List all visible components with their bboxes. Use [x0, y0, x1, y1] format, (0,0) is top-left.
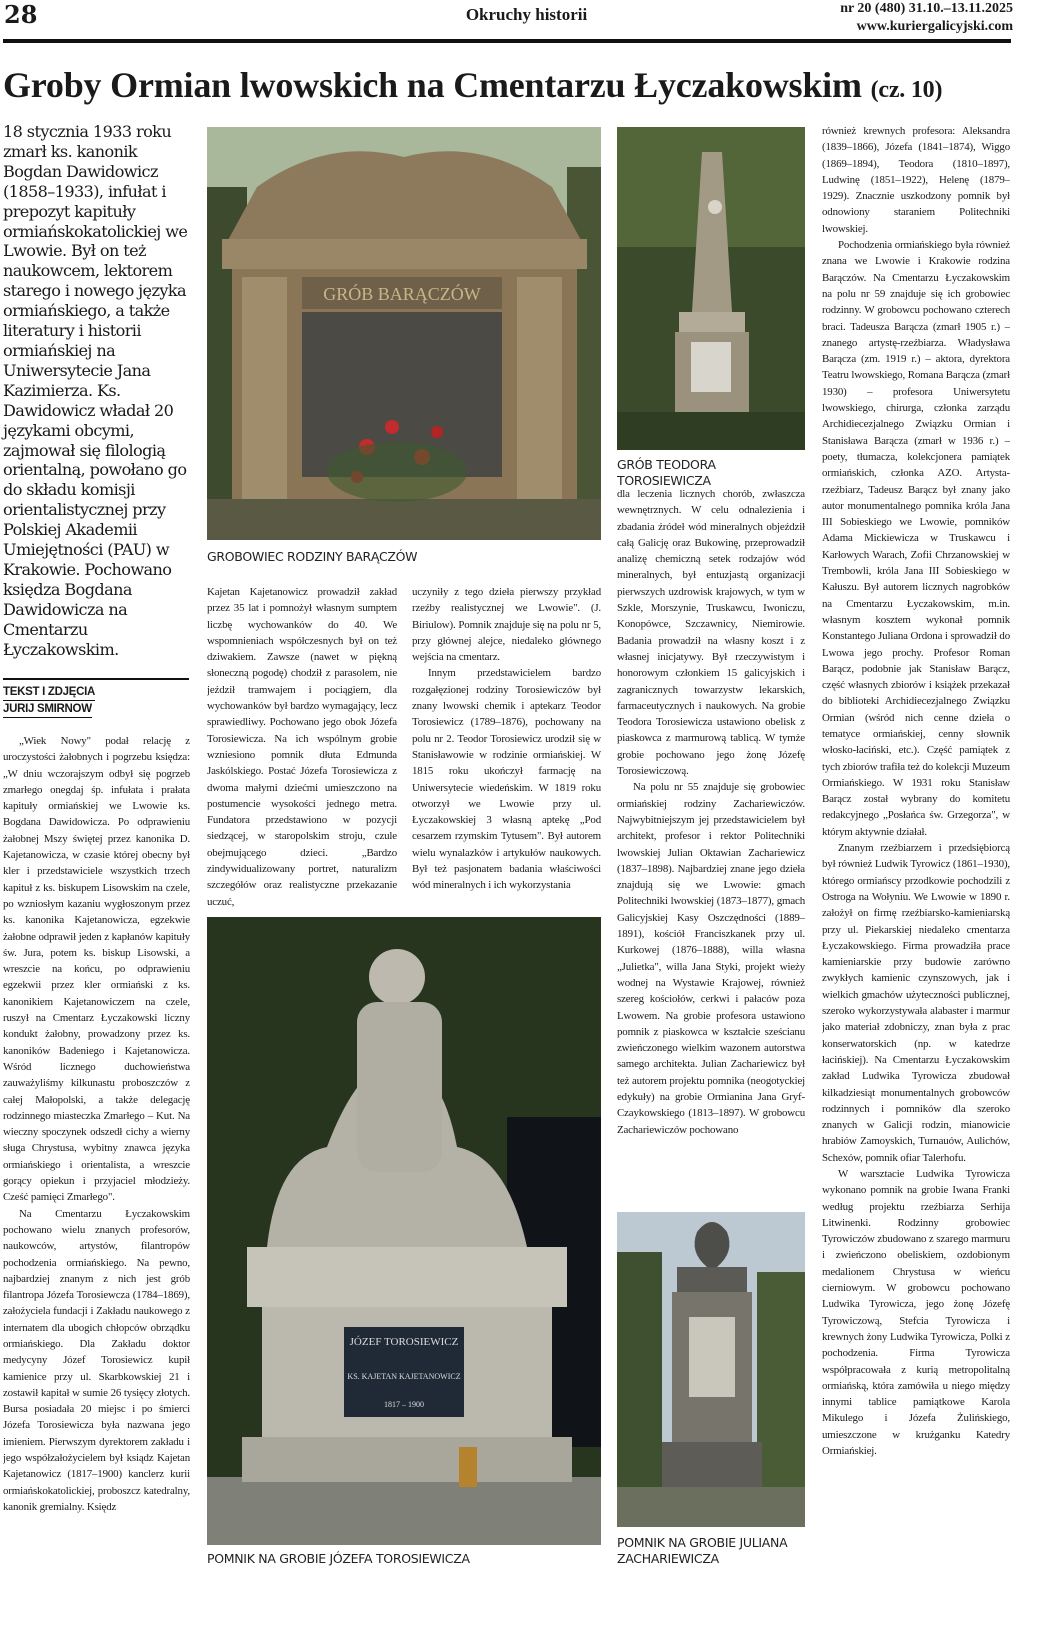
website-link[interactable]: www.kuriergalicyjski.com	[856, 19, 1013, 34]
column-2	[207, 584, 397, 914]
column-4	[617, 486, 805, 1208]
column-1	[3, 733, 190, 1568]
caption-baracz: GROBOWIEC RODZINY BARĄCZÓW	[207, 549, 418, 564]
page-number: 28	[4, 0, 38, 29]
header-rule	[3, 39, 1011, 43]
article-title	[3, 64, 1043, 106]
inscription-dates: 1817 – 1900	[384, 1400, 424, 1409]
paragraph: Na polu nr 55 znajduje się grobowiec ormiańskiej rodziny Zachariewiczów. Najwybitniejszym jej przedstawicielem był architekt, profesor i rektor Politechniki lwowskiej Julian Oktawian Zachariewicz (1837–1898). Najbardziej znane jego dzieła znajdują się we Lwowie: gmach Politechniki lwowskiej (1873–1877), gmach Galicyjskiej Kasy Oszczędności (1889–1891), kościół Franciszkanek przy ul. Kurkowej (1876–1888), willa własna „Julietka", willa Jana Styki, projekt wieży wodnej na Wystawie Krajowej, również szereg kościołów, cerkwi i pałaców poza Lwowem. Na grobie profesora ustawiono pomnik z piaskowca w kształcie sześcianu zwieńczonego wielkim wazonem autorstwa samego architekta. Julian Zachariewicz był też autorem projektu pomnika (neogotyckiej edykuły) na grobie Ormianina Jana Gryf-Czaykowskiego (1813–1897). W grobowcu Zachariewiczów pochowano	[617, 781, 805, 1136]
photo-teodor-torosiewicz-grave	[617, 127, 805, 450]
caption-julian: POMNIK NA GROBIE JULIANA ZACHARIEWICZA	[617, 1535, 788, 1566]
byline-label: TEKST I ZDJĘCIA	[3, 684, 95, 701]
column-3	[412, 584, 601, 914]
photo-baracz-tomb	[207, 127, 601, 540]
paragraph: „Wiek Nowy" podał relację z uroczystości żałobnych i pogrzebu księdza: „W dniu wczorajszym odbył się pogrzeb zmarłego onegdaj śp. infułata i prałata kapituły ormiańskiej we Lwowie ks. Bogdana Dawidowicza. Po odprawieniu żałobnej Mszy świętej przez kanonika D. Kajetanowicza, w czasie której obecny był kler i przedstawiciele wszystkich trzech kapituł z ks. biskupem Lisowskim na czele, po wzniosłym kazaniu wygłoszonym przez ks. kanonika Kajetanowicza, egzekwie żałobne odprawił jeden z kapłanów kapituły św. Jura, potem ks. biskup Lisowski, a wreszcie na końcu, po odprawieniu egzekwii przez kler ormiański z ks. kanonikiem Kajetanowiczem na czele, ruszył na Cmentarz Łyczakowski liczny kondukt żałobny, prowadzony przez ks. kanoników Badeniego i Kajetanowicza. Wśród licznego duchowieństwa zauważyliśmy kilkunastu proboszczów z całej Małopolski, a także delegację rodzinnego miasteczka Zmarłego – Kut. Na wieczny spoczynek odszedł cichy a wierny sługa Chrystusa, wybitny znawca języka ormiańskiego i orientalista, a wreszcie gorący opiekun i przyjaciel młodzieży. Cześć pamięci Zmarłego".	[3, 735, 190, 1204]
paragraph: Na Cmentarzu Łyczakowskim pochowano wielu znanych profesorów, naukowców, artystów, filantropów pochodzenia ormiańskiego. Na pewno, najbardziej znanym z nich jest grób filantropa Józefa Torosiewcza (1784–1869), założyciela fundacji i Zakładu naukowego z internatem dla ubogich chłopców obrządku ormiańskiego. Dla Zakładu doktor medycyny Józef Torosiewicz kupił kamienice przy ul. Skarbkowskiej 21 i zostawił kapitał w sumie 26 tysięcy złotych. Bursa posiadała 20 miejsc i po śmierci Józefa Torosiewicza była nazwana jego imieniem. Pierwszym dyrektorem zakładu i jego współzałożycielem był ksiądz Kajetan Kajetanowicz (1817–1900) kanclerz kurii ormiańskokatolickiej, proboszcz katedralny, kanonik gremialny. Księdz	[3, 1207, 190, 1513]
byline	[3, 678, 189, 718]
photo-julian-zachariewicz-monument	[617, 1212, 805, 1527]
paragraph: W warsztacie Ludwika Tyrowicza wykonano pomnik na grobie Iwana Franki według projektu rzeźbiarza Serhija Litwinenki. Rodzinny grobowiec Tyrowiczów zbudowano z szarego marmuru i zwieńczono obeliskiem, ozdobionym medalionem Chrystusa w wieńcu cierniowym. W grobowcu pochowano Ludwika Tyrowicza, jego żonę Józefę Tyrowiczową, Stefcia Tyrowicza i krewnych żony Ludwika Tyrowicza, Polki z pochodzenia. Firma Tyrowicza współpracowała z kurią metropolitalną ormiańską, która zamówiła u niego między innymi tablice pamiątkowe Karola Mikulego i Józefa Żulińskiego, umieszczone w krużganku Katedry Ormiańskiej.	[822, 1168, 1010, 1458]
byline-author: JURIJ SMIRNOW	[3, 701, 92, 718]
issue-number: nr 20 (480) 31.10.–13.11.2025	[840, 1, 1013, 16]
caption-teodor: GRÓB TEODORA TOROSIEWICZA	[617, 457, 716, 488]
paragraph: również krewnych profesora: Aleksandra (1839–1866), Józefa (1841–1874), Wiggo (1869–1894), Teodora (1810–1897), Ludwinę (1851–1922), Helenę (1879–1929). Znacznie uszkodzony pomnik był odnowiony staraniem Politechniki lwowskiej.	[822, 125, 1010, 235]
paragraph: Kajetan Kajetanowicz prowadził zakład przez 35 lat i pomnożył własnym sumptem liczbę wychowanków do 40. We wspomnieniach współczesnych był on też dziwakiem. Zawsze (nawet w piękną słoneczną pogodę) chodził z parasolem, nie jeździł tramwajem i pociągiem, dla wychowanków był bardzo wymagający, lecz sprawiedliwy. Pochowano jego obok Józefa Torosiewicza. Na ich wspólnym grobie wzniesiono pomnik dłuta Edmunda Jaskólskiego. Postać Józefa Torosiewicza z dwoma małymi dziećmi umieszczono na postumencie wysokości jednego metra. Fundatora przedstawiono w pozycji siedzącej, w staropolskim stroju, czule obejmującego dzieci. „Bardzo zindywidualizowany portret, naturalizm szczegółów oraz realistyczne przekazanie uczuć,	[207, 586, 397, 908]
article-lead: 18 stycznia 1933 roku zmarł ks. kanonik Bogdan Dawidowicz (1858–1933), infułat i prepozyt kapituły ormiańskokatolickiej we Lwowie. Był on też naukowcem, lektorem starego i nowego języka ormiańskiego, a także literatury i historii ormiańskiej na Uniwersytecie Jana Kazimierza. Ks. Dawidowicz władał 20 językami obcymi, zajmował się filologią orientalną, powołano go do składu komisji orientalistycznej przy Polskiej Akademii Umiejętności (PAU) w Krakowie. Pochowano księdza Bogdana Dawidowicza na Cmentarzu Łyczakowskim.	[3, 122, 188, 659]
paragraph: Znanym rzeźbiarzem i przedsiębiorcą był również Ludwik Tyrowicz (1861–1930), którego ormiańscy przodkowie pochodzili z Ostroga na Wołyniu. We Lwowie w 1890 r. założył on firmę rzeźbiarsko-kamieniarską przy ul. Piekarskiej niedaleko cmentarza Łyczakowskiego. Firma prowadziła prace kamieniarskie przy budowie zarówno zwykłych kamienic czynszowych, jak i wielkich gmachów użyteczności publicznej, szeroko wykorzystywała alabaster i marmur jako materiał zdobniczy, znan była z prac konserwatorskich (np. w katedrze łacińskiej). Na Cmentarzu Łyczakowskim zakład Ludwika Tyrowicza zbudował kilkadziesiąt monumentalnych grobowców rodzinnych i pomników dla szeroko znanych w Galicji rodzin, mianowicie hrabiów Zamoyskich, Turnauów, Aulichów, Schexów, pomnik ofiar Talerhofu.	[822, 842, 1010, 1164]
photo-jozef-torosiewicz-monument	[207, 917, 601, 1545]
title-part: (cz. 10)	[870, 77, 943, 103]
paragraph: Pochodzenia ormiańskiego była również znana we Lwowie i Krakowie rodzina Barączów. Na Cmentarzu Łyczakowskim na polu nr 59 znajduje się ich grobowiec rodzinny. W grobowcu pochowano czterech braci. Tadeusza Barącza (zmarł 1905 r.) – znanego artystę-rzeźbiarza. Władysława Barącza (zm. 1919 r.) – aktora, dyrektora Teatru lwowskiego, Romana Barącza (zmarł 1930) – profesora Uniwersytetu lwowskiego, chirurga, członka zarządu Archidiecezjalnego Związku Ormian i Stanisława Barącza (zmarł w 1936 r.) – poety, tłumacza, kolekcjonera pamiątek ormiańskich, członka AZO. Artysta-rzeźbiarz, Tadeusz Barącz był znany jako autor monumentalnego pomnika króla Jana III Sobieskiego we Lwowie, pomników Adama Mickiewicza w Truskawcu i Karłowych Warach, Zofii Chrzanowskiej w Trembowli, króla Jana III Sobieskiego w Kałuszu. Był autorem licznych nagrobków na Cmentarzu Łyczakowskim, m.in. własnym kosztem wykonał pomnik Konstantego Juliana Ordona i sprowadził do Lwowa jego prochy. Profesor Roman Barącz, podobnie jak Stanisław Barącz, część własnych zbiorów i książek przekazał do biblioteki Archidiecezjalnego Związku Ormian (wśród nich cenne dzieła o tematyce ormiańskiej, cenny słownik włosko-łaciński, etc.). Część pamiątek z tych zbiorów trafiła też do kolekcji Muzeum Ormiańskiego. W 1931 roku Stanisław Barącz został wybrany do komitetu redakcyjnego „Posłańca św. Grzegorza", w którym aktywnie działał.	[822, 239, 1010, 838]
tomb-inscription: GRÓB BARĄCZÓW	[323, 284, 481, 304]
inscription-kajetan: KS. KAJETAN KAJETANOWICZ	[347, 1372, 461, 1381]
inscription-jozef: JÓZEF TOROSIEWICZ	[349, 1336, 459, 1348]
title-text: Groby Ormian lwowskich na Cmentarzu Łyczakowskim	[3, 65, 862, 105]
paragraph: dla leczenia licznych chorób, zwłaszcza wewnętrznych. W celu odnalezienia i zbadania źródeł wód mineralnych objeździł całą Galicję oraz Bukowinę, przeprowadził analizę chemiczną setek rodzajów wód mineralnych, był entuzjastą organizacji pierwszych uzdrowisk krajowych, w tym w Szkle, Morszynie, Truskawcu, Iwoniczu, Konopówce, Szczawnicy, Niemirowie. Badania prowadził na własny koszt i z własnej inicjatywy. Był rzeczywistym i honorowym członkiem 15 galicyjskich i zagranicznych towarzystw lekarskich, farmaceutycznych i naukowych. Na grobie Teodora Torosiewicza ustawiono obelisk z piaskowca z marmurową tablicą. W tymże grobie pochowano jego żonę Józefę Torosiewiczową.	[617, 488, 805, 778]
section-title: Okruchy historii	[465, 5, 588, 24]
caption-jozef: POMNIK NA GROBIE JÓZEFA TOROSIEWICZA	[207, 1551, 470, 1566]
issue-info	[840, 0, 1013, 36]
paragraph: Innym przedstawicielem bardzo rozgałęzionej rodziny Torosiewiczów był znany lwowski chemik i aptekarz Teodor Torosiewicz (1789–1876), pochowany na polu nr 2. Teodor Torosiewicz urodził się w Stanisławowie w rodzinie ormiańskiej. W 1815 roku ukończył farmację na Uniwersytecie wiedeńskim. W 1819 roku otworzył we Lwowie przy ul. Łyczakowskiej 3 własną aptekę „Pod cesarzem rzymskim Tytusem". Był autorem wielu wynalazków i artykułów naukowych. Był też pasjonatem badania właściwości wód mineralnych i ich wykorzystania	[412, 667, 601, 892]
column-5	[822, 123, 1010, 1571]
paragraph: uczyniły z tego dzieła pierwszy przykład rzeźby realistycznej we Lwowie". (J. Biriulow). Pomnik znajduje się na polu nr 5, przy głównej alejce, niedaleko głównego wejścia na cmentarz.	[412, 586, 601, 664]
